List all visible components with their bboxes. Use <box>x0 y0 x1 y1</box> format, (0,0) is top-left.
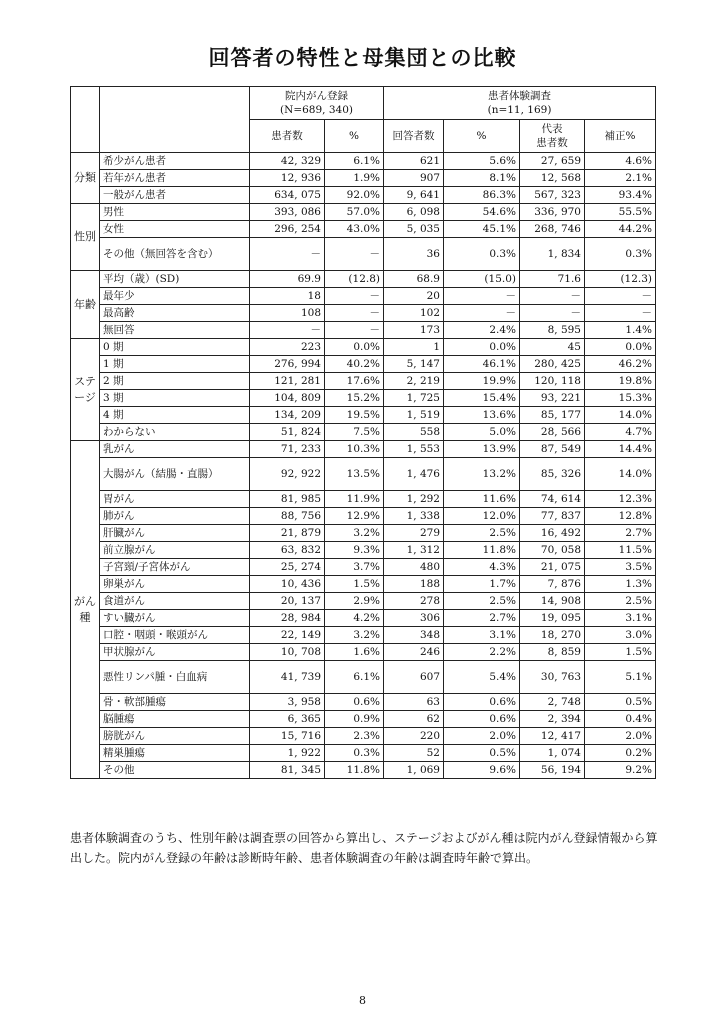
cell-reg-pct: 0.6% <box>325 694 384 711</box>
cell-rep-n: － <box>520 288 585 305</box>
cell-resp-n: 1 <box>384 339 444 356</box>
cell-reg-n: 6, 365 <box>250 711 325 728</box>
cell-reg-n: 20, 137 <box>250 593 325 610</box>
cell-resp-pct: 13.6% <box>444 407 520 424</box>
cell-resp-pct: 86.3% <box>444 187 520 204</box>
header-label-cell <box>100 87 250 153</box>
table-row <box>71 593 656 610</box>
cell-reg-n: 22, 149 <box>250 627 325 644</box>
row-label: 前立腺がん <box>100 542 250 559</box>
cell-reg-n: 41, 739 <box>250 661 325 694</box>
table-row <box>71 424 656 441</box>
table-row <box>71 458 656 491</box>
cell-resp-n: 36 <box>384 238 444 271</box>
cell-reg-pct: 40.2% <box>325 356 384 373</box>
row-label: 精巣腫瘍 <box>100 745 250 762</box>
cell-rep-n: 45 <box>520 339 585 356</box>
cell-rep-n: 30, 763 <box>520 661 585 694</box>
cell-rep-n: 336, 970 <box>520 204 585 221</box>
cell-adj-pct: － <box>585 288 656 305</box>
cell-resp-pct: 5.6% <box>444 153 520 170</box>
group-label: 分類 <box>71 153 100 204</box>
cell-rep-n: 93, 221 <box>520 390 585 407</box>
cell-resp-pct: 12.0% <box>444 508 520 525</box>
cell-reg-n: － <box>250 238 325 271</box>
cell-resp-n: 246 <box>384 644 444 661</box>
table-row <box>71 525 656 542</box>
cell-reg-n: 1, 922 <box>250 745 325 762</box>
cell-adj-pct: 2.5% <box>585 593 656 610</box>
cell-resp-n: 348 <box>384 627 444 644</box>
cell-resp-pct: 1.7% <box>444 576 520 593</box>
cell-rep-n: 7, 876 <box>520 576 585 593</box>
cell-resp-pct: 15.4% <box>444 390 520 407</box>
cell-resp-pct: 2.0% <box>444 728 520 745</box>
cell-reg-n: 51, 824 <box>250 424 325 441</box>
cell-adj-pct: 3.1% <box>585 610 656 627</box>
cell-adj-pct: 44.2% <box>585 221 656 238</box>
cell-reg-n: 81, 985 <box>250 491 325 508</box>
cell-adj-pct: 3.0% <box>585 627 656 644</box>
cell-resp-n: 62 <box>384 711 444 728</box>
cell-reg-n: 63, 832 <box>250 542 325 559</box>
cell-adj-pct: 12.3% <box>585 491 656 508</box>
cell-resp-n: 1, 312 <box>384 542 444 559</box>
row-label: 男性 <box>100 204 250 221</box>
table-row <box>71 153 656 170</box>
cell-rep-n: 21, 075 <box>520 559 585 576</box>
row-label: 卵巣がん <box>100 576 250 593</box>
table-row <box>71 221 656 238</box>
cell-reg-pct: 7.5% <box>325 424 384 441</box>
row-label: その他 <box>100 762 250 779</box>
cell-rep-n: 27, 659 <box>520 153 585 170</box>
cell-adj-pct: 5.1% <box>585 661 656 694</box>
cell-resp-n: 1, 476 <box>384 458 444 491</box>
cell-resp-n: 220 <box>384 728 444 745</box>
cell-rep-n: 19, 095 <box>520 610 585 627</box>
cell-resp-n: 278 <box>384 593 444 610</box>
cell-reg-pct: 0.3% <box>325 745 384 762</box>
cell-reg-pct: 4.2% <box>325 610 384 627</box>
cell-resp-n: 279 <box>384 525 444 542</box>
table-row <box>71 339 656 356</box>
row-label: 最高齢 <box>100 305 250 322</box>
cell-resp-pct: 19.9% <box>444 373 520 390</box>
cell-resp-n: 1, 725 <box>384 390 444 407</box>
table-row <box>71 542 656 559</box>
cell-reg-pct: 2.3% <box>325 728 384 745</box>
cell-adj-pct: 12.8% <box>585 508 656 525</box>
row-label: 骨・軟部腫瘍 <box>100 694 250 711</box>
cell-resp-pct: 13.2% <box>444 458 520 491</box>
group-label: がん種 <box>71 441 100 779</box>
cell-resp-n: 1, 519 <box>384 407 444 424</box>
cell-reg-pct: 13.5% <box>325 458 384 491</box>
row-label: 3 期 <box>100 390 250 407</box>
cell-resp-n: 188 <box>384 576 444 593</box>
cell-rep-n: 70, 058 <box>520 542 585 559</box>
cell-resp-pct: 13.9% <box>444 441 520 458</box>
cell-reg-n: 634, 075 <box>250 187 325 204</box>
cell-reg-n: 88, 756 <box>250 508 325 525</box>
cell-resp-n: 5, 035 <box>384 221 444 238</box>
cell-reg-pct: 3.7% <box>325 559 384 576</box>
cell-resp-n: 173 <box>384 322 444 339</box>
cell-reg-n: 10, 708 <box>250 644 325 661</box>
cell-reg-pct: 1.6% <box>325 644 384 661</box>
cell-reg-pct: 92.0% <box>325 187 384 204</box>
cell-resp-pct: 8.1% <box>444 170 520 187</box>
row-label: 胃がん <box>100 491 250 508</box>
cell-resp-n: 52 <box>384 745 444 762</box>
table-row <box>71 711 656 728</box>
cell-rep-n: 74, 614 <box>520 491 585 508</box>
cell-reg-n: 10, 436 <box>250 576 325 593</box>
cell-reg-pct: (12.8) <box>325 271 384 288</box>
cell-resp-n: 1, 553 <box>384 441 444 458</box>
cell-reg-n: 28, 984 <box>250 610 325 627</box>
cell-adj-pct: 19.8% <box>585 373 656 390</box>
cell-resp-pct: 2.7% <box>444 610 520 627</box>
cell-adj-pct: 4.6% <box>585 153 656 170</box>
cell-reg-pct: 1.9% <box>325 170 384 187</box>
cell-reg-n: 69.9 <box>250 271 325 288</box>
cell-adj-pct: 2.0% <box>585 728 656 745</box>
table-row <box>71 390 656 407</box>
header-row-1 <box>71 87 656 120</box>
cell-reg-pct: 43.0% <box>325 221 384 238</box>
footnote: 患者体験調査のうち、性別年齢は調査票の回答から算出し、ステージおよびがん種は院内がん登録情報から算出した。院内がん登録の年齢は診断時年齢、患者体験調査の年齢は調査時年齢で算出。 <box>70 831 658 865</box>
page-title: 回答者の特性と母集団との比較 <box>208 46 517 70</box>
cell-resp-pct: － <box>444 288 520 305</box>
cell-resp-n: 607 <box>384 661 444 694</box>
cell-reg-n: 21, 879 <box>250 525 325 542</box>
table-row <box>71 610 656 627</box>
table-row <box>71 373 656 390</box>
cell-resp-pct: 3.1% <box>444 627 520 644</box>
cell-resp-pct: 0.5% <box>444 745 520 762</box>
col-header-pct2: % <box>444 120 520 153</box>
cell-rep-n: 2, 394 <box>520 711 585 728</box>
cell-reg-pct: 6.1% <box>325 153 384 170</box>
row-label: 大腸がん（結腸・直腸） <box>100 458 250 491</box>
header-corner-cell <box>71 87 100 153</box>
cell-resp-n: 907 <box>384 170 444 187</box>
cell-reg-n: 393, 086 <box>250 204 325 221</box>
cell-adj-pct: 14.4% <box>585 441 656 458</box>
cell-reg-n: 71, 233 <box>250 441 325 458</box>
cell-reg-pct: 6.1% <box>325 661 384 694</box>
col-header-pct: % <box>325 120 384 153</box>
row-label: 膀胱がん <box>100 728 250 745</box>
col-header-representative-text: 代表 患者数 <box>536 123 568 149</box>
cell-reg-pct: － <box>325 305 384 322</box>
cell-adj-pct: 14.0% <box>585 458 656 491</box>
cell-rep-n: 567, 323 <box>520 187 585 204</box>
row-label: 脳腫瘍 <box>100 711 250 728</box>
table-row <box>71 745 656 762</box>
cell-adj-pct: 0.5% <box>585 694 656 711</box>
cell-adj-pct: 0.3% <box>585 238 656 271</box>
cell-rep-n: 71.6 <box>520 271 585 288</box>
table-row <box>71 170 656 187</box>
group-label: 年齢 <box>71 271 100 339</box>
cell-rep-n: 14, 908 <box>520 593 585 610</box>
cell-resp-n: 63 <box>384 694 444 711</box>
cell-resp-pct: 2.4% <box>444 322 520 339</box>
cell-reg-pct: － <box>325 288 384 305</box>
row-label: 悪性リンパ腫・白血病 <box>100 661 250 694</box>
row-label: 乳がん <box>100 441 250 458</box>
cell-rep-n: 85, 326 <box>520 458 585 491</box>
table-row <box>71 627 656 644</box>
cell-adj-pct: 14.0% <box>585 407 656 424</box>
cell-resp-pct: 2.5% <box>444 525 520 542</box>
cell-rep-n: 77, 837 <box>520 508 585 525</box>
cell-rep-n: 28, 566 <box>520 424 585 441</box>
group-label: ステージ <box>71 339 100 441</box>
cell-reg-n: 42, 329 <box>250 153 325 170</box>
cell-adj-pct: 4.7% <box>585 424 656 441</box>
cell-rep-n: 8, 859 <box>520 644 585 661</box>
registry-header <box>250 87 384 120</box>
table-row <box>71 491 656 508</box>
cell-rep-n: 12, 417 <box>520 728 585 745</box>
cell-resp-pct: 0.3% <box>444 238 520 271</box>
cell-reg-n: 81, 345 <box>250 762 325 779</box>
row-label: わからない <box>100 424 250 441</box>
row-label: 口腔・咽頭・喉頭がん <box>100 627 250 644</box>
cell-rep-n: 2, 748 <box>520 694 585 711</box>
cell-reg-n: 121, 281 <box>250 373 325 390</box>
survey-header <box>384 87 656 120</box>
cell-adj-pct: 15.3% <box>585 390 656 407</box>
row-label: 4 期 <box>100 407 250 424</box>
cell-rep-n: 1, 074 <box>520 745 585 762</box>
cell-reg-pct: 17.6% <box>325 373 384 390</box>
page-number: 8 <box>359 994 366 1007</box>
survey-n: (n=11, 169) <box>487 104 552 116</box>
group-label: 性別 <box>71 204 100 271</box>
cell-rep-n: 18, 270 <box>520 627 585 644</box>
cell-resp-pct: (15.0) <box>444 271 520 288</box>
cell-reg-n: 25, 274 <box>250 559 325 576</box>
cell-rep-n: 12, 568 <box>520 170 585 187</box>
cell-reg-n: 12, 936 <box>250 170 325 187</box>
cell-reg-n: 18 <box>250 288 325 305</box>
registry-title: 院内がん登録 <box>285 90 348 102</box>
row-label: すい臓がん <box>100 610 250 627</box>
cell-resp-pct: 9.6% <box>444 762 520 779</box>
table-row <box>71 508 656 525</box>
cell-rep-n: 87, 549 <box>520 441 585 458</box>
cell-reg-pct: 19.5% <box>325 407 384 424</box>
cell-reg-n: 108 <box>250 305 325 322</box>
cell-reg-pct: 3.2% <box>325 525 384 542</box>
row-label: 甲状腺がん <box>100 644 250 661</box>
cell-reg-n: 276, 994 <box>250 356 325 373</box>
cell-adj-pct: 2.1% <box>585 170 656 187</box>
col-header-representative <box>520 120 585 153</box>
cell-reg-n: 223 <box>250 339 325 356</box>
cell-adj-pct: 46.2% <box>585 356 656 373</box>
cell-adj-pct: 2.7% <box>585 525 656 542</box>
row-label: 一般がん患者 <box>100 187 250 204</box>
table-row <box>71 644 656 661</box>
cell-resp-n: 2, 219 <box>384 373 444 390</box>
cell-adj-pct: 93.4% <box>585 187 656 204</box>
cell-rep-n: 1, 834 <box>520 238 585 271</box>
cell-rep-n: 16, 492 <box>520 525 585 542</box>
cell-reg-n: 15, 716 <box>250 728 325 745</box>
cell-resp-n: 306 <box>384 610 444 627</box>
cell-resp-n: 621 <box>384 153 444 170</box>
cell-adj-pct: 11.5% <box>585 542 656 559</box>
cell-resp-pct: 5.4% <box>444 661 520 694</box>
row-label: 希少がん患者 <box>100 153 250 170</box>
cell-reg-pct: － <box>325 322 384 339</box>
survey-title: 患者体験調査 <box>488 90 552 102</box>
table-row <box>71 407 656 424</box>
cell-reg-pct: 12.9% <box>325 508 384 525</box>
cell-resp-n: 480 <box>384 559 444 576</box>
row-label: 2 期 <box>100 373 250 390</box>
cell-adj-pct: 1.5% <box>585 644 656 661</box>
cell-resp-n: 6, 098 <box>384 204 444 221</box>
row-label: その他（無回答を含む） <box>100 238 250 271</box>
cell-resp-pct: 54.6% <box>444 204 520 221</box>
table-row <box>71 661 656 694</box>
cell-reg-n: 104, 809 <box>250 390 325 407</box>
cell-adj-pct: 0.2% <box>585 745 656 762</box>
cell-reg-pct: 0.0% <box>325 339 384 356</box>
table-row <box>71 762 656 779</box>
cell-resp-pct: － <box>444 305 520 322</box>
cell-adj-pct: 0.4% <box>585 711 656 728</box>
cell-resp-n: 1, 069 <box>384 762 444 779</box>
cell-reg-pct: 10.3% <box>325 441 384 458</box>
cell-adj-pct: 1.3% <box>585 576 656 593</box>
row-label: 1 期 <box>100 356 250 373</box>
cell-rep-n: 280, 425 <box>520 356 585 373</box>
cell-reg-n: 134, 209 <box>250 407 325 424</box>
cell-resp-pct: 2.2% <box>444 644 520 661</box>
col-header-patients: 患者数 <box>250 120 325 153</box>
cell-rep-n: － <box>520 305 585 322</box>
table-row <box>71 204 656 221</box>
registry-n: (N=689, 340) <box>280 104 353 116</box>
cell-resp-n: 5, 147 <box>384 356 444 373</box>
cell-resp-pct: 46.1% <box>444 356 520 373</box>
cell-resp-n: 9, 641 <box>384 187 444 204</box>
cell-resp-pct: 0.6% <box>444 711 520 728</box>
cell-resp-pct: 0.6% <box>444 694 520 711</box>
table-row <box>71 728 656 745</box>
row-label: 無回答 <box>100 322 250 339</box>
table-row <box>71 441 656 458</box>
cell-rep-n: 85, 177 <box>520 407 585 424</box>
cell-rep-n: 120, 118 <box>520 373 585 390</box>
cell-resp-pct: 4.3% <box>444 559 520 576</box>
cell-resp-n: 20 <box>384 288 444 305</box>
cell-reg-n: 92, 922 <box>250 458 325 491</box>
cell-resp-n: 1, 292 <box>384 491 444 508</box>
row-label: 肺がん <box>100 508 250 525</box>
table-row <box>71 238 656 271</box>
cell-rep-n: 8, 595 <box>520 322 585 339</box>
col-header-adjusted-pct: 補正% <box>585 120 656 153</box>
table-row <box>71 694 656 711</box>
row-label: 0 期 <box>100 339 250 356</box>
cell-resp-pct: 5.0% <box>444 424 520 441</box>
cell-reg-pct: 11.8% <box>325 762 384 779</box>
cell-reg-pct: 11.9% <box>325 491 384 508</box>
table-row <box>71 559 656 576</box>
cell-reg-pct: 57.0% <box>325 204 384 221</box>
cell-adj-pct: 3.5% <box>585 559 656 576</box>
table-row <box>71 305 656 322</box>
cell-resp-pct: 2.5% <box>444 593 520 610</box>
cell-adj-pct: (12.3) <box>585 271 656 288</box>
cell-reg-pct: 1.5% <box>325 576 384 593</box>
cell-resp-pct: 11.6% <box>444 491 520 508</box>
cell-resp-pct: 11.8% <box>444 542 520 559</box>
row-label: 最年少 <box>100 288 250 305</box>
cell-reg-n: 3, 958 <box>250 694 325 711</box>
cell-reg-pct: 15.2% <box>325 390 384 407</box>
cell-reg-n: － <box>250 322 325 339</box>
table-row <box>71 288 656 305</box>
cell-resp-n: 102 <box>384 305 444 322</box>
row-label: 食道がん <box>100 593 250 610</box>
cell-adj-pct: 0.0% <box>585 339 656 356</box>
cell-reg-pct: 2.9% <box>325 593 384 610</box>
comparison-table <box>70 86 656 779</box>
cell-resp-pct: 45.1% <box>444 221 520 238</box>
table-row <box>71 356 656 373</box>
cell-adj-pct: 55.5% <box>585 204 656 221</box>
cell-adj-pct: 9.2% <box>585 762 656 779</box>
row-label: 子宮頸/子宮体がん <box>100 559 250 576</box>
cell-resp-n: 1, 338 <box>384 508 444 525</box>
col-header-respondents: 回答者数 <box>384 120 444 153</box>
cell-rep-n: 56, 194 <box>520 762 585 779</box>
cell-reg-pct: － <box>325 238 384 271</box>
cell-reg-n: 296, 254 <box>250 221 325 238</box>
row-label: 肝臓がん <box>100 525 250 542</box>
cell-resp-n: 68.9 <box>384 271 444 288</box>
cell-rep-n: 268, 746 <box>520 221 585 238</box>
cell-reg-pct: 0.9% <box>325 711 384 728</box>
table-row <box>71 187 656 204</box>
cell-resp-n: 558 <box>384 424 444 441</box>
cell-reg-pct: 3.2% <box>325 627 384 644</box>
row-label: 若年がん患者 <box>100 170 250 187</box>
row-label: 平均（歳）(SD) <box>100 271 250 288</box>
table-row <box>71 271 656 288</box>
cell-resp-pct: 0.0% <box>444 339 520 356</box>
cell-adj-pct: － <box>585 305 656 322</box>
row-label: 女性 <box>100 221 250 238</box>
cell-adj-pct: 1.4% <box>585 322 656 339</box>
table-row <box>71 322 656 339</box>
cell-reg-pct: 9.3% <box>325 542 384 559</box>
table-row <box>71 576 656 593</box>
